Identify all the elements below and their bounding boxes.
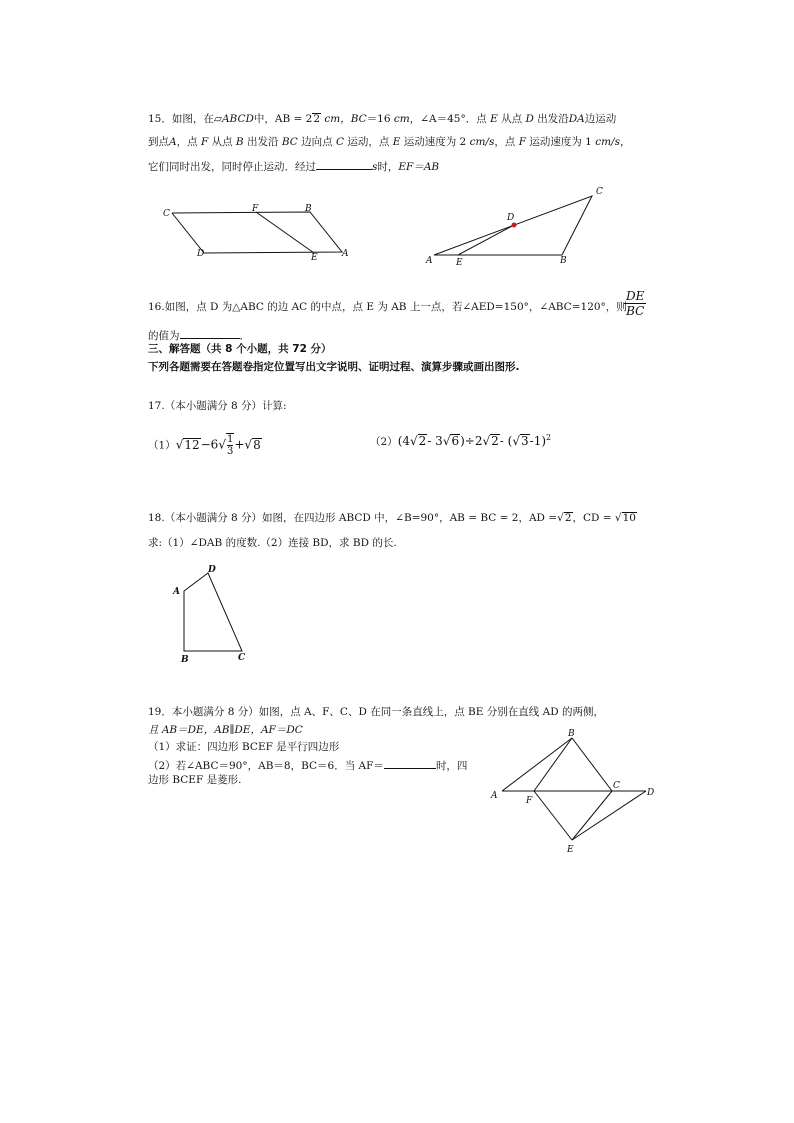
q17-title: 17.（本小题满分 8 分）计算:	[148, 400, 287, 412]
vertex-d: D	[507, 213, 515, 223]
vertex-a: A	[173, 587, 180, 597]
segment-ce	[572, 791, 612, 840]
q16-line1: 16.如图，点 D 为△ABC 的边 AC 的中点，点 E 为 AB 上一点，若∠AED=150°，∠ABC=120°，则	[148, 301, 627, 313]
segment-bc	[572, 738, 612, 791]
answer-blank-19[interactable]	[384, 757, 436, 769]
vertex-e: E	[567, 845, 574, 855]
vertex-a: A	[491, 791, 498, 801]
vertex-a: A	[426, 256, 433, 266]
midpoint-d-dot	[512, 223, 517, 228]
q19-line5: 边形 BCEF 是菱形.	[148, 774, 242, 786]
q17-part1: （1）√12−6√ $\frac{1}{3}$ +√8	[148, 434, 261, 457]
figure-16-triangle	[420, 183, 610, 268]
vertex-c: C	[238, 653, 246, 663]
q16-fraction: $\frac{DE}{BC}$	[626, 289, 645, 319]
segment-fe	[534, 791, 572, 840]
segment-ef	[256, 212, 314, 253]
q16-line2: 的值为 ．	[148, 327, 250, 343]
vertex-c: C	[613, 781, 620, 791]
q18-line1: 18.（本小题满分 8 分）如图，在四边形 ABCD 中，∠B=90°，AB = BC = 2，AD =√2，CD = √10	[148, 512, 636, 524]
q19-line4: （2）若∠ABC＝90°，AB＝8，BC＝6．当 AF＝ 时，四	[148, 757, 467, 773]
vertex-d: D	[647, 788, 655, 798]
q15-line2: 到点A，点 F 从点 B 出发沿 BC 边向点 C 运动，点 E 运动速度为 2 cm/s，点 F 运动速度为 1 cm/s，	[148, 136, 631, 148]
vertex-a: A	[342, 249, 349, 259]
q18-line2: 求:（1）∠DAB 的度数.（2）连接 BD，求 BD 的长.	[148, 537, 397, 549]
vertex-b: B	[568, 729, 575, 739]
quadrilateral-abcd	[184, 573, 242, 651]
parallelogram-outline	[172, 212, 342, 253]
vertex-b: B	[181, 655, 189, 665]
vertex-f: F	[526, 796, 533, 806]
q15-line3: 它们同时出发，同时停止运动．经过 s时，EF＝AB	[148, 158, 439, 174]
segment-ab	[502, 738, 572, 791]
vertex-e: E	[456, 258, 463, 268]
segment-ed	[458, 225, 514, 255]
answer-blank-15[interactable]	[316, 158, 372, 170]
answer-blank-16[interactable]	[180, 327, 240, 339]
section-instructions: 下列各题需要在答题卷指定位置写出文字说明、证明过程、演算步骤或画出图形.	[148, 361, 520, 373]
section-title: 三、解答题（共 8 个小题，共 72 分）	[148, 343, 332, 355]
vertex-f: F	[252, 204, 259, 214]
q17-part2: （2）(4√2- 3√6)÷2√2- $(√3-1)^2$	[370, 433, 552, 448]
vertex-b: B	[560, 256, 567, 266]
vertex-e: E	[311, 253, 318, 263]
figure-19-rhombus	[488, 726, 664, 858]
vertex-c: C	[163, 209, 170, 219]
vertex-d: D	[208, 565, 216, 575]
figure-15-parallelogram	[160, 200, 360, 264]
vertex-c: C	[596, 187, 603, 197]
figure-18-quadrilateral	[168, 563, 258, 667]
vertex-b: B	[305, 204, 312, 214]
q19-line2: 且 AB＝DE，AB∥DE，AF＝DC	[148, 724, 303, 736]
segment-ed	[572, 791, 646, 840]
q15-line1: 15．如图，在▱ABCD中，AB = 22 cm，BC＝16 cm，∠A＝45°．点 E 从点 D 出发沿DA边运动	[148, 113, 617, 125]
vertex-d: D	[197, 249, 205, 259]
q19-line3: （1）求证：四边形 BCEF 是平行四边形	[148, 741, 340, 753]
q19-line1: 19．本小题满分 8 分）如图，点 A、F、C、D 在同一条直线上，点 BE 分别在直线 AD 的两侧，	[148, 706, 604, 718]
segment-bf	[534, 738, 572, 791]
